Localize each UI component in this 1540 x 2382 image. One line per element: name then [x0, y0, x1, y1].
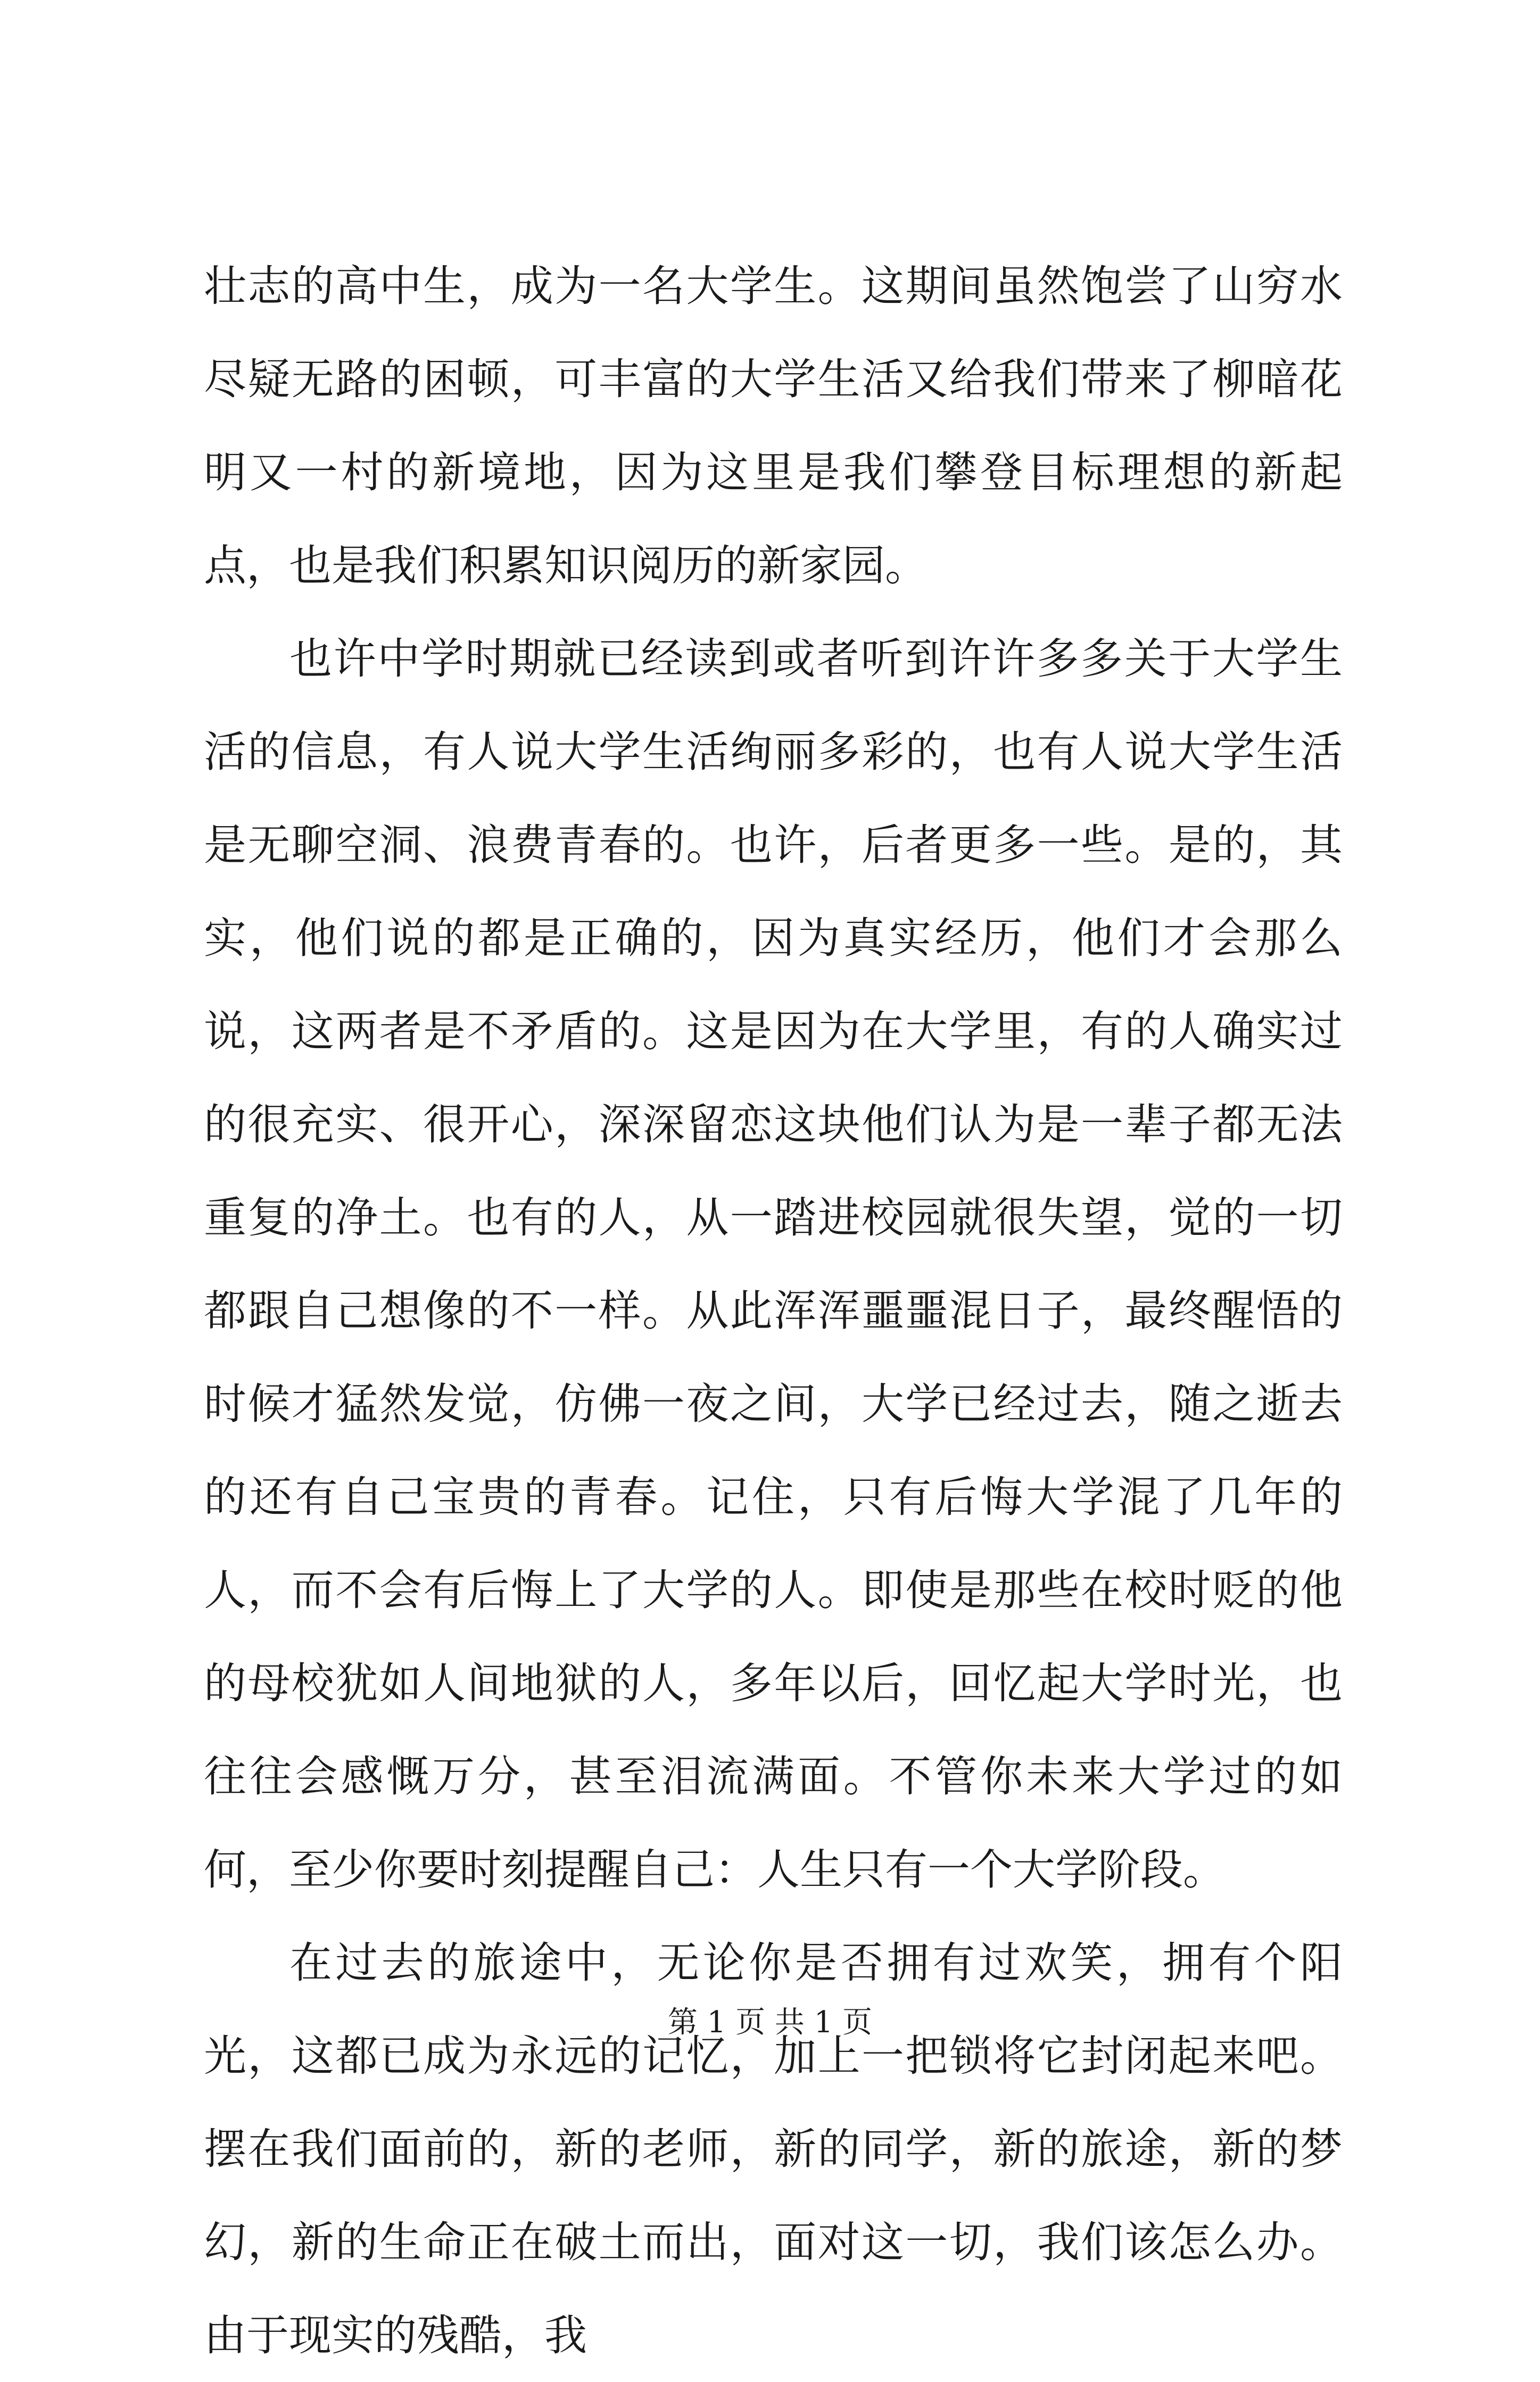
document-body — [204, 240, 1343, 2382]
page-footer: 第 1 页 共 1 页 — [667, 2005, 873, 2040]
paragraph-1: 壮志的高中生，成为一名大学生。这期间虽然饱尝了山穷水尽疑无路的困顿，可丰富的大学生活又给我们带来了柳暗花明又一村的新境地，因为这里是我们攀登目标理想的新起点，也是我们积累知识阅历的新家园。 — [204, 261, 1343, 590]
paragraph-3: 在过去的旅途中，无论你是否拥有过欢笑，拥有个阳光，这都已成为永远的记忆，加上一把锁将它封闭起来吧。摆在我们面前的，新的老师，新的同学，新的旅途，新的梦幻，新的生命正在破土而出，面对这一切，我们该怎么办。由于现实的残酷，我 — [204, 1938, 1343, 2360]
paragraph-2: 也许中学时期就已经读到或者听到许许多多关于大学生活的信息，有人说大学生活绚丽多彩的，也有人说大学生活是无聊空洞、浪费青春的。也许，后者更多一些。是的，其实，他们说的都是正确的，因为真实经历，他们才会那么说，这两者是不矛盾的。这是因为在大学里，有的人确实过的很充实、很开心，深深留恋这块他们认为是一辈子都无法重复的净土。也有的人，从一踏进校园就很失望，觉的一切都跟自己想像的不一样。从此浑浑噩噩混日子，最终醒悟的时候才猛然发觉，仿佛一夜之间，大学已经过去，随之逝去的还有自己宝贵的青春。记住，只有后悔大学混了几年的人，而不会有后悔上了大学的人。即使是那些在校时贬的他的母校犹如人间地狱的人，多年以后，回忆起大学时光，也往往会感慨万分，甚至泪流满面。不管你未来大学过的如何，至少你要时刻提醒自己：人生只有一个大学阶段。 — [204, 634, 1343, 1894]
